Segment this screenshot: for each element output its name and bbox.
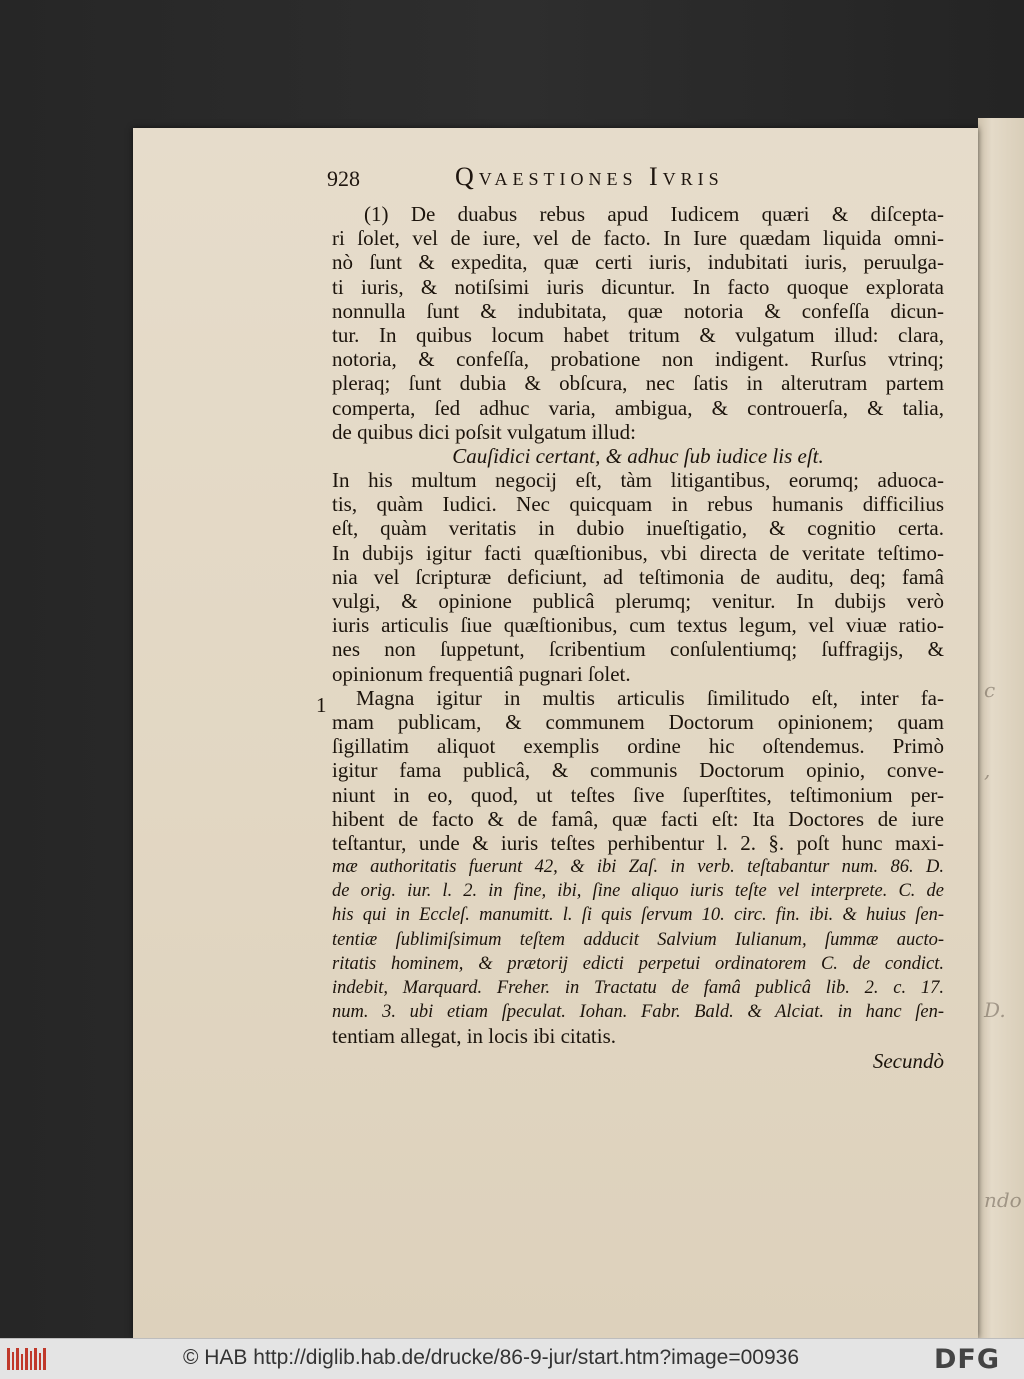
text-line: tur. In quibus locum habet tritum & vulgatum illud: clara,	[332, 322, 944, 347]
running-title: Qvaestiones Ivris	[455, 162, 724, 191]
text-line: nia vel ſcripturæ deficiunt, ad teſtimonia de auditu, deq; famâ	[332, 564, 944, 589]
text-line: comperta, ſed adhuc varia, ambigua, & controuerſa, & talia,	[332, 395, 944, 420]
text-line: eſt, quàm veritatis in dubio inueſtigatio, & cognitio certa.	[332, 516, 944, 541]
text-line: his qui in Eccleſ. manumitt. l. ſi quis ſervum 10. circ. fin. ibi. & huius ſen-	[332, 905, 944, 926]
text-line: nes non ſuppetunt, ſcribentium conſulentiumq; ſuffragijs, &	[332, 637, 944, 662]
text-line: tentiæ ſublimiſsimum teſtem adducit Salvium Iulianum, ſummæ aucto-	[332, 929, 944, 950]
hab-logo-icon	[6, 1346, 48, 1372]
text-line: ri ſolet, vel de iure, vel de facto. In Iure quædam liquida omni-	[332, 226, 944, 251]
text-line: tis, quàm Iudici. Nec quicquam in rebus humanis difficilius	[332, 492, 944, 517]
text-line: nonnulla ſunt & indubitata, quæ notoria & confeſſa dicun-	[332, 298, 944, 323]
text-line: Magna igitur in multis articulis ſimilitudo eſt, inter fa-	[356, 685, 944, 710]
text-line: mæ authoritatis fuerunt 42, & ibi Zaſ. in verb. teſtabantur num. 86. D.	[332, 857, 944, 878]
text-line: In his multum negocij eſt, tàm litigantibus, eorumq; aduoca-	[332, 468, 944, 493]
text-line: ſigillatim aliquot exemplis ordine hic oſtendemus. Primò	[332, 734, 944, 759]
text-line: opinionum frequentiâ pugnari ſolet.	[332, 661, 631, 686]
text-line: nò ſunt & expedita, quæ certi iuris, indubitati iuris, peruulga-	[332, 250, 944, 275]
text-line: iuris articulis ſiue quæſtionibus, cum textus legum, vel viuæ ratio-	[332, 613, 944, 638]
dfg-logo: DFG	[934, 1344, 1001, 1375]
text-line: igitur fama publicâ, & communis Doctorum opinio, conve-	[332, 758, 944, 783]
footer-bar	[0, 1338, 1024, 1379]
page-number: 928	[327, 166, 360, 191]
text-line: de orig. iur. l. 2. in fine, ibi, ſine aliquo iuris teſte vel interprete. C. de	[332, 881, 944, 902]
text-line: de quibus dici poſsit vulgatum illud:	[332, 419, 636, 444]
text-line: notoria, & confeſſa, probatione non indigent. Rurſus vtrinq;	[332, 347, 944, 372]
next-page-edge: c , D. ndo	[978, 118, 1024, 1338]
text-line: ritatis hominem, & prætorij edicti perpetui ordinatorem C. de condict.	[332, 953, 944, 974]
text-line: indebit, Marquard. Freher. in Tractatu de famâ publicâ lib. 2. c. 17.	[332, 978, 944, 998]
text-line: (1) De duabus rebus apud Iudicem quæri & diſcepta-	[364, 202, 944, 226]
text-line: pleraq; ſunt dubia & obſcura, nec ſatis in alterutram partem	[332, 371, 944, 396]
catchword: Secundò	[872, 1048, 944, 1073]
text-line: mam publicam, & communem Doctorum opinionem; quam	[332, 709, 944, 734]
footer-citation: © HAB http://diglib.hab.de/drucke/86-9-jur/start.htm?image=00936	[182, 1346, 800, 1369]
text-line: teſtantur, unde & iuris teſtes perhibentur l. 2. §. poſt hunc maxi-	[332, 830, 944, 855]
text-line: num. 3. ubi etiam ſpeculat. Iohan. Fabr. Bald. & Alciat. in hanc ſen-	[332, 1002, 944, 1023]
marginal-marker: 1	[316, 693, 327, 717]
running-head	[327, 162, 827, 202]
text-line: ti iuris, & notiſsimi iuris dicuntur. In facto quoque explorata	[332, 274, 944, 299]
text-line: hibent de facto & de famâ, quæ facti eſt: Ita Doctores de iure	[332, 806, 944, 831]
text-line: In dubijs igitur facti quæſtionibus, vbi directa de veritate teſtimo-	[332, 540, 944, 565]
verse-line: Cauſidici certant, & adhuc ſub iudice lis eſt.	[452, 443, 824, 468]
text-line: vulgi, & opinione publicâ plerumq; venitur. In dubijs verò	[332, 589, 944, 613]
text-line: tentiam allegat, in locis ibi citatis.	[332, 1024, 617, 1049]
text-line: niunt in eo, quod, ut teſtes ſive ſuperſtites, teſtimonium per-	[332, 782, 944, 807]
body-text	[332, 202, 944, 1073]
